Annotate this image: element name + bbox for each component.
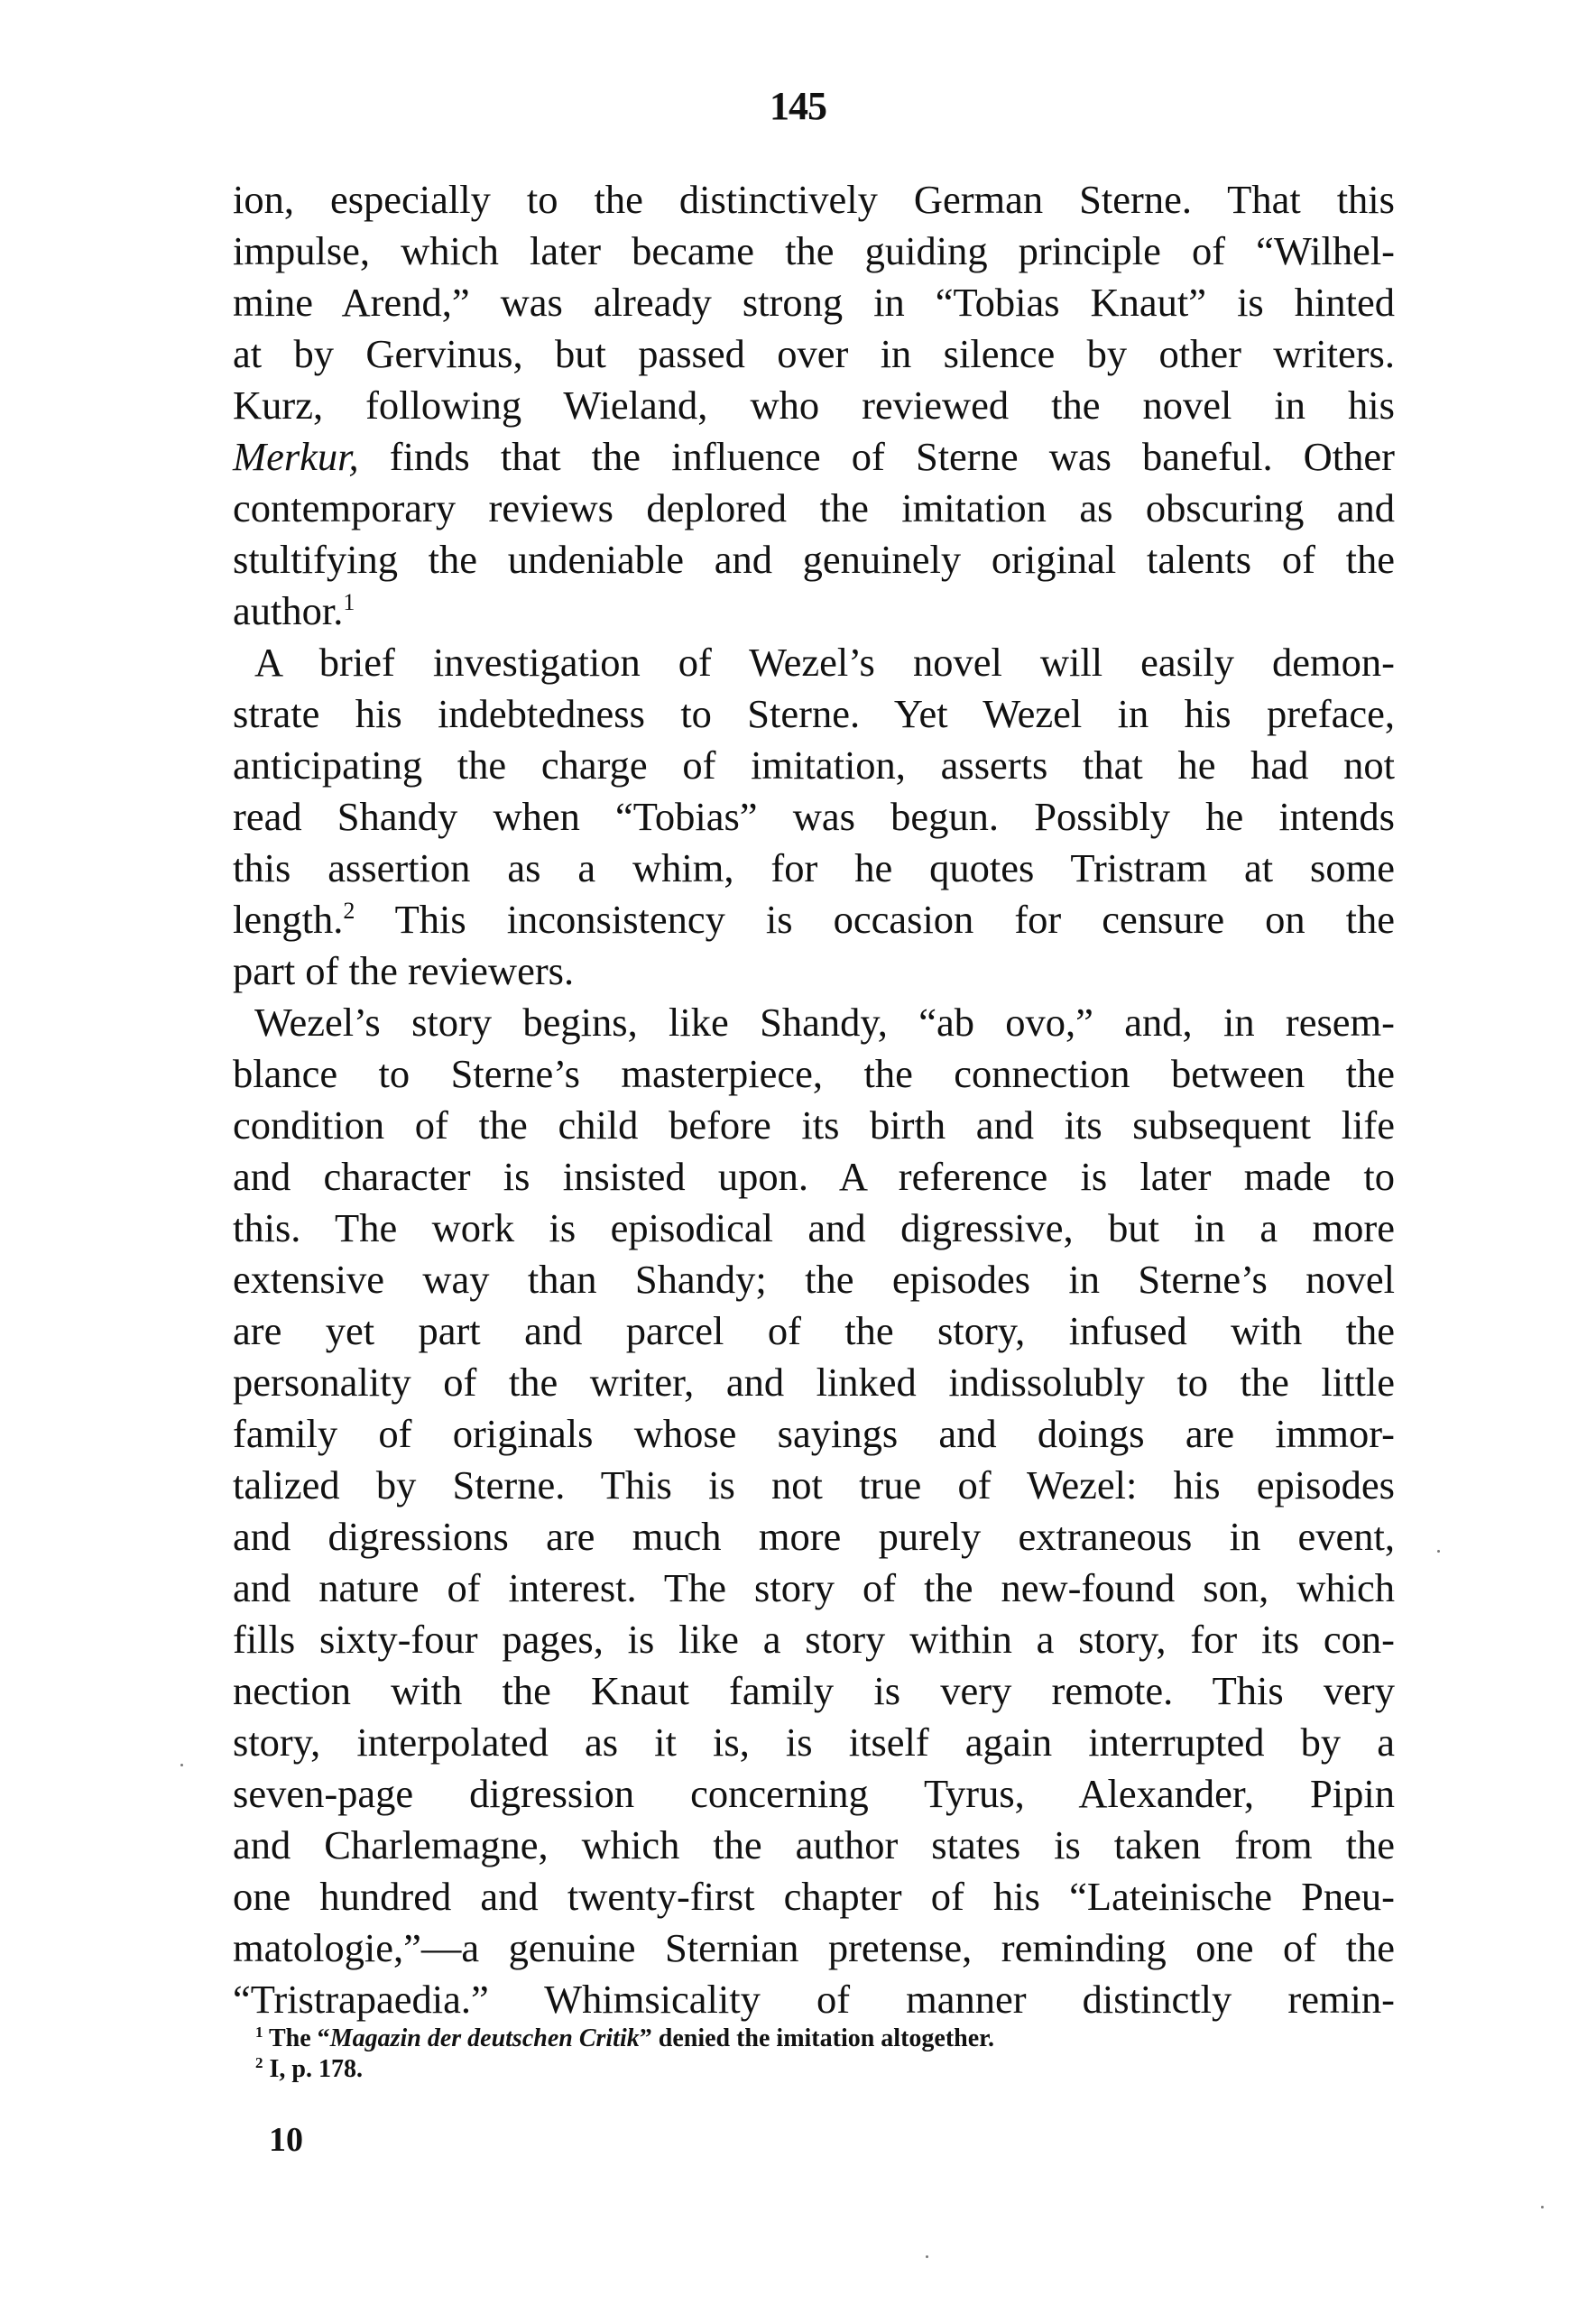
journal-title-magazin: Magazin der deutschen Critik [329, 2024, 640, 2052]
text-line: story, interpolated as it is, is itself again interrupted by a [233, 1720, 1395, 1765]
text-line: family of originals whose sayings and doings are immor- [233, 1411, 1395, 1456]
text-fragment: The “ [269, 2024, 330, 2052]
text-line: and nature of interest. The story of the new-found son, which [233, 1565, 1395, 1610]
text-line: condition of the child before its birth and its subsequent life [233, 1102, 1395, 1148]
text-line: seven-page digression concerning Tyrus, Alexander, Pipin [233, 1771, 1395, 1816]
text-line: read Shandy when “Tobias” was begun. Possibly he intends [233, 794, 1395, 839]
text-line: strate his indebtedness to Sterne. Yet Wezel in his preface, [233, 691, 1395, 736]
footnote-1 [255, 2024, 1338, 2054]
body-text [233, 174, 1395, 2025]
text-line: Wezel’s story begins, like Shandy, “ab ovo,” and, in resem- [254, 1000, 1395, 1045]
text-line: talized by Sterne. This is not true of Wezel: his episodes [233, 1462, 1395, 1507]
text-line: blance to Sterne’s masterpiece, the connection between the [233, 1051, 1395, 1096]
text-line: one hundred and twenty-first chapter of his “Lateinische Pneu- [233, 1874, 1395, 1919]
text-fragment: finds that the influence of Sterne was baneful. Other [358, 434, 1395, 479]
text-line: mine Arend,” was already strong in “Tobias Knaut” is hinted [233, 280, 1395, 325]
text-line: and Charlemagne, which the author states is taken from the [233, 1822, 1395, 1867]
text-line: and digressions are much more purely extraneous in event, [233, 1514, 1395, 1559]
footnote-marker: 1 [255, 2024, 263, 2041]
text-fragment: ” denied the imitation altogether. [639, 2024, 995, 2052]
scan-speck [926, 2255, 928, 2258]
text-line: personality of the writer, and linked indissolubly to the little [233, 1360, 1395, 1405]
text-fragment: length. [233, 897, 344, 942]
signature-mark: 10 [269, 2121, 303, 2159]
text-fragment: This inconsistency is occasion for censure on the [355, 897, 1395, 942]
text-line: impulse, which later became the guiding principle of “Wilhel- [233, 228, 1395, 273]
text-line: this assertion as a whim, for he quotes Tristram at some [233, 845, 1395, 890]
footnote-marker: 2 [255, 2054, 263, 2071]
paragraph-2 [233, 637, 1395, 997]
journal-title-merkur: Merkur, [233, 434, 359, 479]
text-fragment: I, p. 178. [269, 2055, 363, 2083]
page-number: 145 [770, 84, 826, 128]
text-line: anticipating the charge of imitation, asserts that he had not [233, 742, 1395, 788]
scan-speck [1437, 1550, 1440, 1553]
text-line: stultifying the undeniable and genuinely original talents of the [233, 537, 1395, 582]
paragraph-1 [233, 174, 1395, 637]
footnote-ref-1[interactable]: 1 [343, 589, 355, 615]
scan-speck [180, 1764, 183, 1766]
footnote-2 [255, 2054, 1338, 2085]
text-fragment: author. [233, 588, 344, 633]
text-line: are yet part and parcel of the story, infused with the [233, 1308, 1395, 1353]
text-line: fills sixty-four pages, is like a story within a story, for its con- [233, 1617, 1395, 1662]
text-line: at by Gervinus, but passed over in silence by other writers. [233, 331, 1395, 376]
footnote-ref-2[interactable]: 2 [343, 898, 355, 924]
footnotes [255, 2024, 1338, 2085]
text-line: “Tristrapaedia.” Whimsicality of manner distinctly remin- [233, 1977, 1395, 2022]
text-line: A brief investigation of Wezel’s novel will easily demon- [254, 640, 1395, 685]
text-line: part of the reviewers. [233, 948, 575, 993]
text-line: matologie,”—a genuine Sternian pretense, reminding one of the [233, 1925, 1395, 1970]
text-line: nection with the Knaut family is very remote. This very [233, 1668, 1395, 1713]
text-line: ion, especially to the distinctively German Sterne. That this [233, 177, 1395, 222]
text-line: Kurz, following Wieland, who reviewed the novel in his [233, 383, 1395, 428]
scan-speck [1541, 2206, 1544, 2208]
text-line-merkur [233, 431, 1395, 483]
text-line: this. The work is episodical and digressive, but in a more [233, 1205, 1395, 1250]
text-line-author [233, 585, 1395, 637]
text-line-length [233, 894, 1395, 945]
paragraph-3 [233, 997, 1395, 2025]
text-line: extensive way than Shandy; the episodes in Sterne’s novel [233, 1257, 1395, 1302]
text-line: contemporary reviews deplored the imitation as obscuring and [233, 485, 1395, 530]
text-line: and character is insisted upon. A reference is later made to [233, 1154, 1395, 1199]
